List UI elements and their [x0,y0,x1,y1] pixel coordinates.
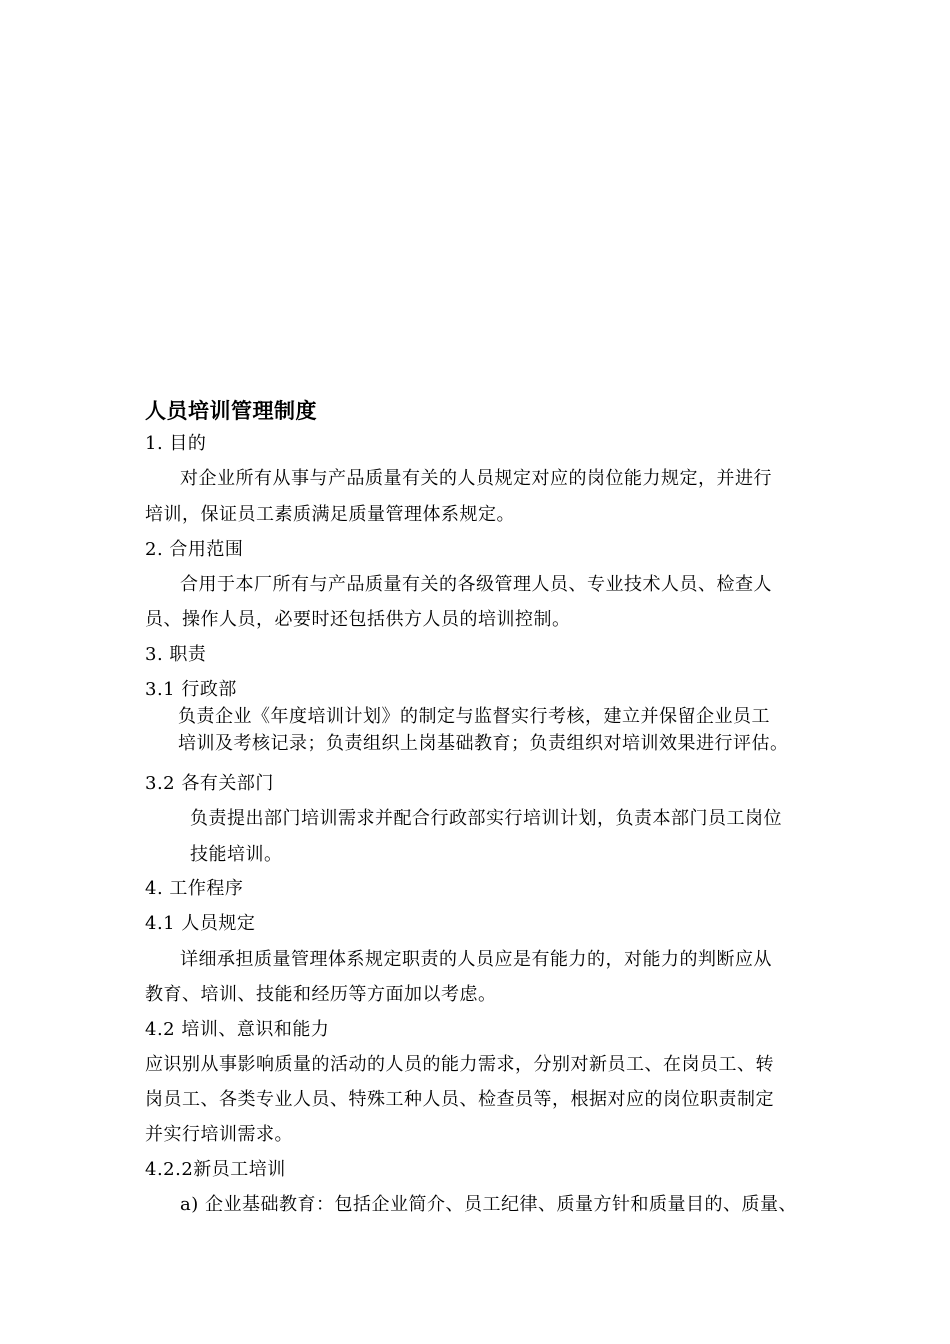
section-2-heading: 2. 合用范围 [145,539,244,560]
section-4-2-paragraph-line-3: 并实行培训需求。 [145,1124,293,1145]
section-4-1-paragraph-line-2: 教育、培训、技能和经历等方面加以考虑。 [145,984,497,1005]
section-2-paragraph-line-1: 合用于本厂所有与产品质量有关的各级管理人员、专业技术人员、检查人 [180,574,772,595]
document-title: 人员培训管理制度 [145,399,317,423]
section-3-1-paragraph-line-2: 培训及考核记录；负责组织上岗基础教育；负责组织对培训效果进行评估。 [178,733,789,754]
section-1-heading: 1. 目的 [145,433,207,454]
section-4-2-paragraph-line-2: 岗员工、各类专业人员、特殊工种人员、检查员等，根据对应的岗位职责制定 [145,1089,774,1110]
section-3-heading: 3. 职责 [145,644,207,665]
section-4-2-2-heading: 4.2.2新员工培训 [145,1159,286,1180]
section-2-paragraph-line-2: 员、操作人员，必要时还包括供方人员的培训控制。 [145,609,571,630]
section-3-2-paragraph-line-1: 负责提出部门培训需求并配合行政部实行培训计划，负责本部门员工岗位 [190,808,782,829]
section-4-2-heading: 4.2 培训、意识和能力 [145,1019,330,1040]
section-4-1-paragraph-line-1: 详细承担质量管理体系规定职责的人员应是有能力的，对能力的判断应从 [180,949,772,970]
section-4-2-2-item-a: a) 企业基础教育：包括企业简介、员工纪律、质量方针和质量目的、质量、 [180,1194,797,1215]
section-3-1-heading: 3.1 行政部 [145,679,237,700]
section-4-1-heading: 4.1 人员规定 [145,913,256,934]
section-4-heading: 4. 工作程序 [145,878,244,899]
section-1-paragraph-line-1: 对企业所有从事与产品质量有关的人员规定对应的岗位能力规定，并进行 [180,468,772,489]
section-3-2-paragraph-line-2: 技能培训。 [190,844,283,865]
section-3-2-heading: 3.2 各有关部门 [145,773,274,794]
section-1-paragraph-line-2: 培训，保证员工素质满足质量管理体系规定。 [145,504,515,525]
section-4-2-paragraph-line-1: 应识别从事影响质量的活动的人员的能力需求，分别对新员工、在岗员工、转 [145,1054,774,1075]
section-3-1-paragraph-line-1: 负责企业《年度培训计划》的制定与监督实行考核，建立并保留企业员工 [178,706,770,727]
